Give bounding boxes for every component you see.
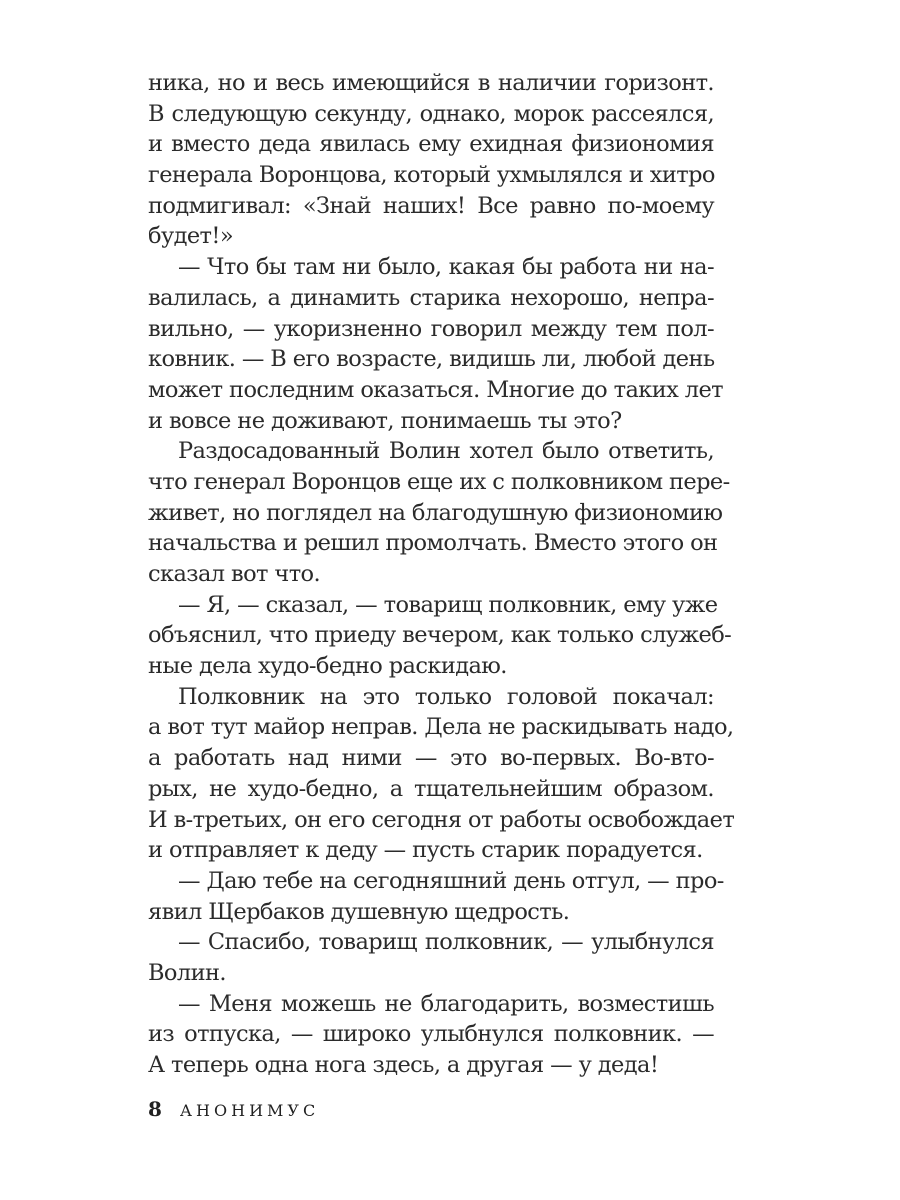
text-line: сказал вот что. [148, 561, 321, 587]
text-line: Волин. [148, 959, 226, 986]
text-line: валилась, а динамить старика нехорошо, непра- [148, 284, 714, 311]
text-line: будет!» [148, 223, 234, 250]
text-line: Раздосадованный Волин хотел было ответить, [178, 438, 714, 465]
text-line: И в-третьих, он его сегодня от работы освобождает [148, 806, 735, 833]
text-line: а вот тут майор неправ. Дела не раскидывать надо, [148, 714, 734, 741]
text-line: ника, но и весь имеющийся в наличии горизонт. [148, 70, 714, 96]
text-line: Полковник на это только головой покачал: [178, 683, 714, 710]
text-line: а работать над ними — это во-первых. Во-вто- [148, 745, 714, 772]
page-body-text [148, 68, 735, 1081]
text-line: А теперь одна нога здесь, а другая — у деда! [148, 1052, 659, 1078]
text-line: может последним оказаться. Многие до таких лет [148, 376, 724, 403]
text-line: и вовсе не доживают, понимаешь ты это? [148, 407, 622, 434]
running-head: АНОНИМУС [179, 1101, 320, 1120]
text-line: — Меня можешь не благодарить, возместишь [178, 990, 714, 1017]
page-number: 8 [148, 1097, 162, 1121]
text-line: и вместо деда явилась ему ехидная физиономия [148, 131, 714, 158]
text-line: — Я, — сказал, — товарищ полковник, ему уже [178, 591, 718, 618]
text-line: объяснил, что приеду вечером, как только служеб- [148, 622, 732, 649]
text-line: начальства и решил промолчать. Вместо этого он [148, 530, 718, 557]
text-line: В следующую секунду, однако, морок рассеялся, [148, 100, 714, 127]
text-line: — Спасибо, товарищ полковник, — улыбнулся [178, 929, 714, 956]
text-line: — Что бы там ни было, какая бы работа ни на- [178, 254, 714, 281]
text-line: подмигивал: «Знай наших! Все равно по-моему [148, 192, 714, 219]
text-line: явил Щербаков душевную щедрость. [148, 898, 570, 925]
text-line: ные дела худо-бедно раскидаю. [148, 653, 507, 680]
text-line: и отправляет к деду — пусть старик порадуется. [148, 837, 703, 864]
text-line: рых, не худо-бедно, а тщательнейшим образом. [148, 775, 714, 802]
text-line: живет, но поглядел на благодушную физиономию [148, 499, 723, 526]
text-line: — Даю тебе на сегодняшний день отгул, — про- [178, 867, 724, 894]
text-line: из отпуска, — широко улыбнулся полковник. — [148, 1021, 714, 1048]
text-line: генерала Воронцова, который ухмылялся и хитро [148, 162, 715, 189]
page-footer [148, 1097, 319, 1121]
text-line: вильно, — укоризненно говорил между тем пол- [148, 315, 714, 342]
text-line: что генерал Воронцов еще их с полковником пере- [148, 468, 730, 495]
text-line: ковник. — В его возрасте, видишь ли, любой день [148, 346, 715, 373]
